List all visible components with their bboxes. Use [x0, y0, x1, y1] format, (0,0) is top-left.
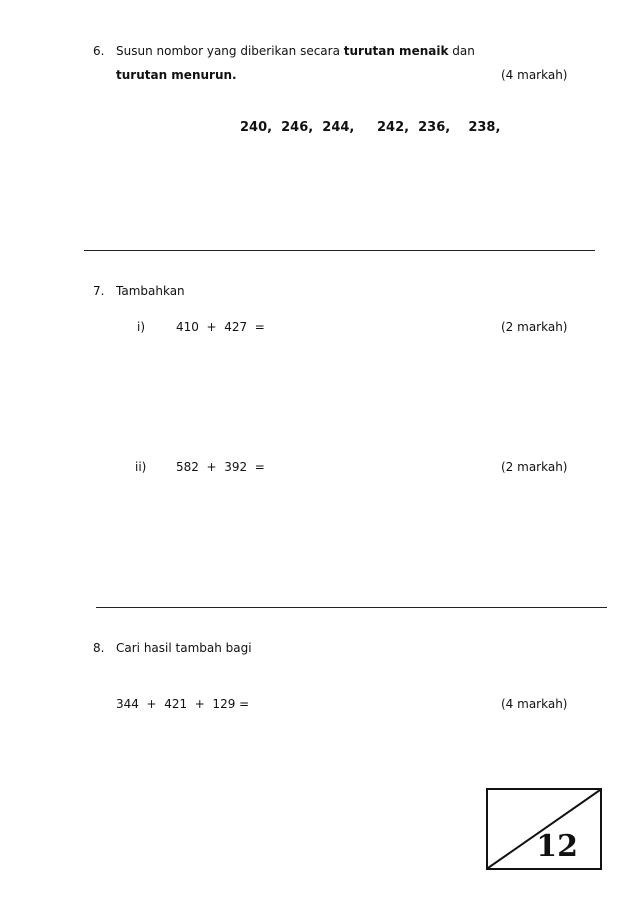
q8-marks: (4 markah): [501, 697, 568, 711]
q6-number: 6.: [93, 44, 105, 58]
q6-number-item: 240,: [240, 120, 273, 135]
q6-number-item: 244,: [322, 120, 355, 135]
q7-part-marks: (2 markah): [501, 460, 568, 474]
q6-number-item: 236,: [418, 120, 451, 135]
q7-part-marks: (2 markah): [501, 320, 568, 334]
q7-title: Tambahkan: [116, 284, 185, 298]
q7-part-label: i): [137, 320, 146, 334]
score-box: [486, 788, 602, 870]
q7-part-label: ii): [135, 460, 147, 474]
q6-instruction-line1: [116, 44, 475, 58]
score-box-value: 12: [536, 829, 578, 864]
q6-instruction-emphasis: turutan menaik: [343, 44, 449, 58]
q8-expression: 344 + 421 + 129 =: [116, 697, 250, 711]
q6-number-item: 238,: [468, 120, 501, 135]
divider-line: [96, 607, 607, 608]
q7-number: 7.: [93, 284, 105, 298]
q6-marks: (4 markah): [501, 68, 568, 82]
q6-number-item: 242,: [377, 120, 410, 135]
q6-instruction-text-end: dan: [448, 44, 475, 58]
q8-title: Cari hasil tambah bagi: [116, 641, 252, 655]
q7-part-expression: 410 + 427 =: [176, 320, 265, 334]
q6-number-item: 246,: [281, 120, 314, 135]
q6-instruction-line2: turutan menurun.: [116, 68, 237, 82]
q6-number-list: [240, 120, 500, 135]
divider-line: [84, 250, 595, 251]
q6-instruction-text: Susun nombor yang diberikan secara: [116, 44, 344, 58]
q8-number: 8.: [93, 641, 105, 655]
q7-part-expression: 582 + 392 =: [176, 460, 265, 474]
